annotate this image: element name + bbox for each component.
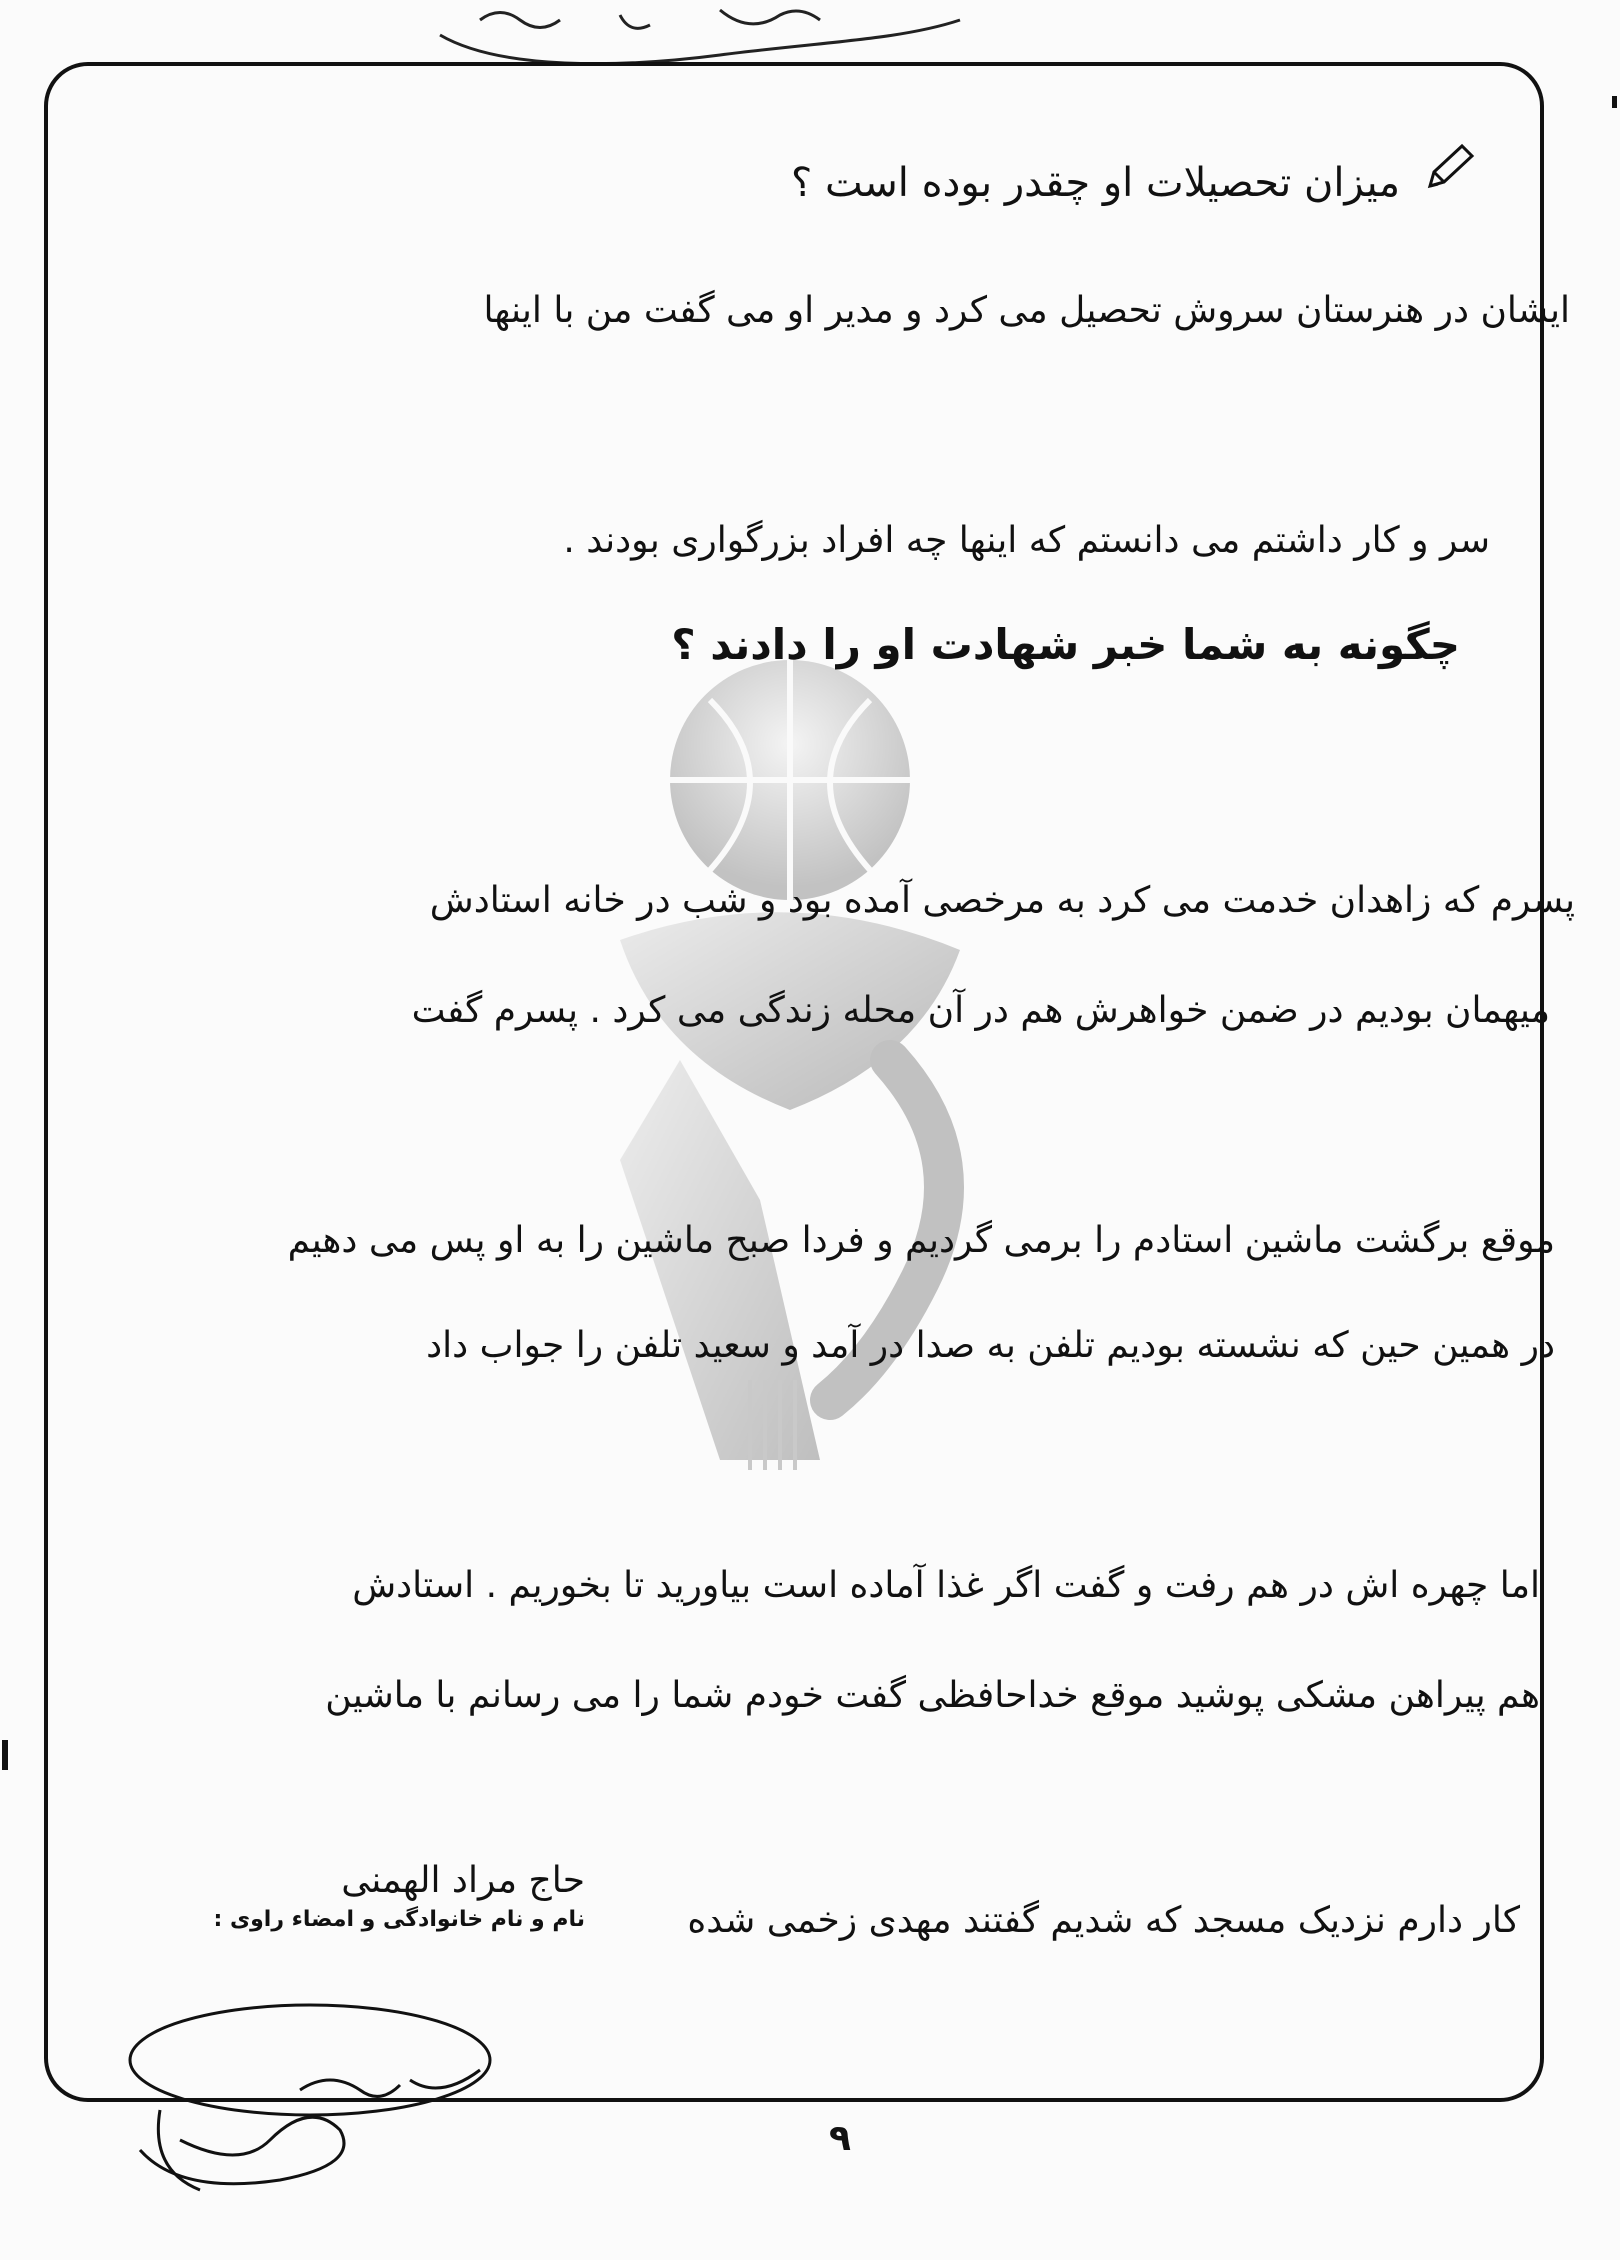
- answer-news-line-6: هم پیراهن مشکی پوشید موقع خداحافظی گفت خودم شما را می رسانم با ماشین: [325, 1675, 1540, 1716]
- answer-education-line-2: سر و کار داشتم می دانستم که اینها چه افراد بزرگواری بودند .: [563, 520, 1490, 561]
- emblem-watermark: [560, 640, 1020, 1540]
- narrator-signature-block: [165, 1860, 585, 1932]
- narrator-caption: نام و نام خانوادگی و امضاء راوی :: [213, 1907, 585, 1932]
- question-martyrdom-news: چگونه به شما خبر شهادت او را دادند ؟: [671, 620, 1460, 669]
- answer-education-line-1: ایشان در هنرستان سروش تحصیل می کرد و مدیر او می گفت من با اینها: [483, 290, 1570, 331]
- answer-news-line-5: اما چهره اش در هم رفت و گفت اگر غذا آماده است بیاورید تا بخوریم . استادش: [352, 1565, 1540, 1606]
- answer-news-line-2: میهمان بودیم در ضمن خواهرش هم در آن محله زندگی می کرد . پسرم گفت: [411, 990, 1550, 1031]
- answer-news-line-3: موقع برگشت ماشین استادم را برمی گردیم و فردا صبح ماشین را به او پس می دهیم: [287, 1220, 1555, 1261]
- header-signature-drawing: [420, 0, 980, 70]
- narrator-signature: [120, 1990, 540, 2200]
- answer-news-line-1: پسرم که زاهدان خدمت می کرد به مرخصی آمده بود و شب در خانه استادش: [429, 880, 1575, 921]
- header-signature: [420, 0, 980, 70]
- scan-edge-mark: [2, 1740, 8, 1770]
- answer-news-line-7: کار دارم نزدیک مسجد که شدیم گفتند مهدی زخمی شده: [687, 1900, 1520, 1941]
- narrator-name: حاج مراد الهمنی: [341, 1860, 585, 1901]
- scan-edge-mark: [1612, 96, 1617, 108]
- answer-news-line-4: در همین حین که نشسته بودیم تلفن به صدا در آمد و سعید تلفن را جواب داد: [426, 1325, 1555, 1366]
- page-number: ۹: [829, 2118, 851, 2159]
- emblem-drawing: [560, 640, 1020, 1540]
- pencil-icon: [1418, 138, 1478, 198]
- question-education: میزان تحصیلات او چقدر بوده است ؟: [791, 160, 1400, 206]
